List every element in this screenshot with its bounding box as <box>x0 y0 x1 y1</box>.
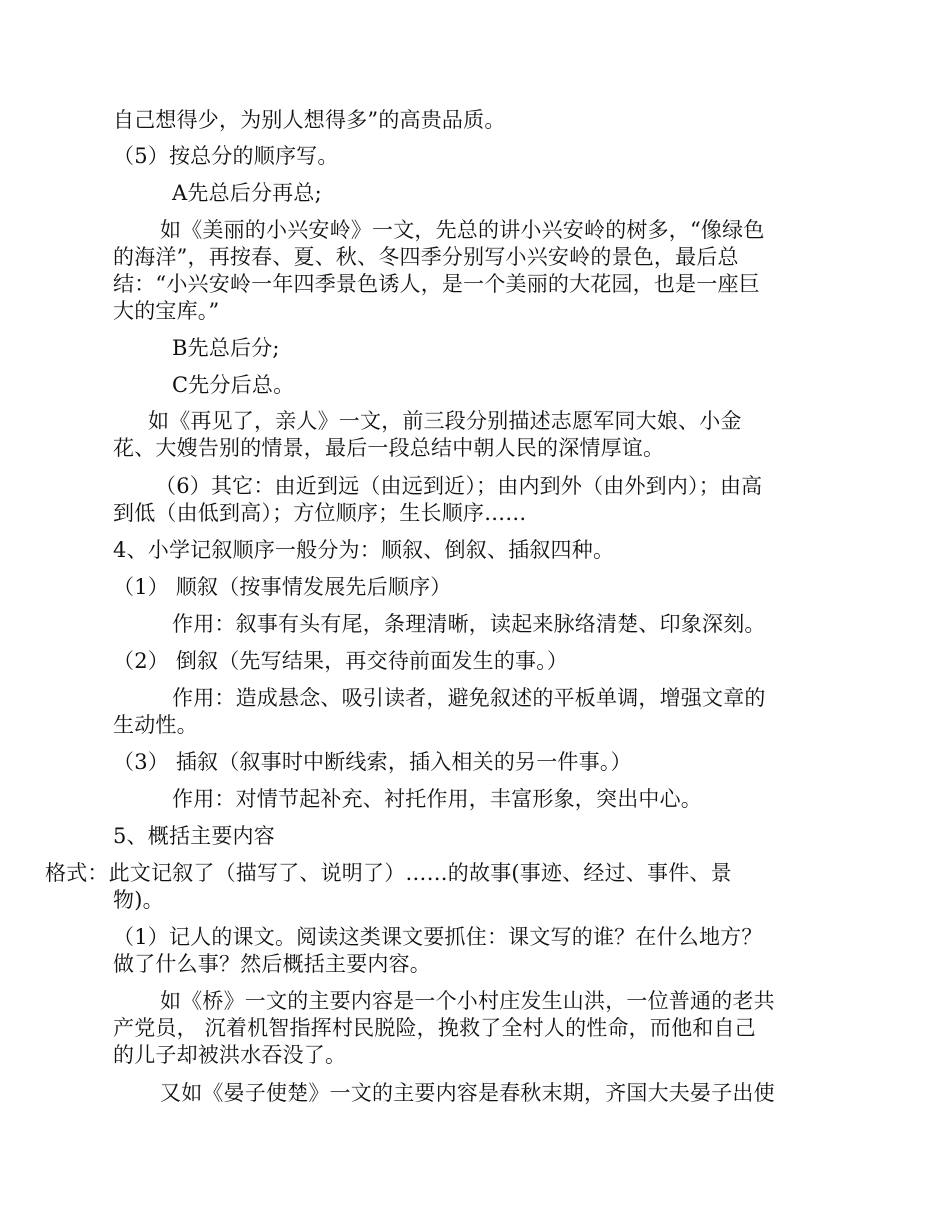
text-line: （1） 顺叙（按事情发展先后顺序） <box>113 575 452 599</box>
text-line: 结：“小兴安岭一年四季景色诱人，是一个美丽的大花园，也是一座巨 <box>113 272 760 296</box>
text-line: 做了什么事？然后概括主要内容。 <box>113 952 431 976</box>
text-line: 的海洋”，再按春、夏、秋、冬四季分别写小兴安岭的景色，最后总 <box>113 245 739 269</box>
text-line: 产党员， 沉着机智指挥村民脱险，挽救了全村人的性命，而他和自己 <box>113 1016 756 1040</box>
text-line: 生动性。 <box>113 713 198 737</box>
text-line: 如《再见了，亲人》一文，前三段分别描述志愿军同大娘、小金 <box>148 409 742 433</box>
text-line: 格式：此文记叙了（描写了、说明了）……的故事(事迹、经过、事件、景 <box>45 861 732 885</box>
text-line: （1）记人的课文。阅读这类课文要抓住：课文写的谁？在什么地方？ <box>113 925 763 949</box>
text-line: C先分后总。 <box>172 373 295 397</box>
text-line: 花、大嫂告别的情景，最后一段总结中朝人民的深情厚谊。 <box>113 436 665 460</box>
text-line: A先总后分再总; <box>172 181 322 205</box>
text-line: 作用：叙事有头有尾，条理清晰，读起来脉络清楚、印象深刻。 <box>172 612 766 636</box>
section-heading: 5、概括主要内容 <box>113 824 275 848</box>
text-line: 的儿子却被洪水吞没了。 <box>113 1043 347 1067</box>
text-line: 4、小学记叙顺序一般分为：顺叙、倒叙、插叙四种。 <box>113 538 615 562</box>
text-line: （3） 插叙（叙事时中断线索，插入相关的另一件事。） <box>113 750 632 774</box>
text-line: 作用：造成悬念、吸引读者，避免叙述的平板单调，增强文章的 <box>172 686 766 710</box>
text-line: （5）按总分的顺序写。 <box>113 144 339 168</box>
text-line: 物)。 <box>113 888 164 912</box>
text-line: （2） 倒叙（先写结果，再交待前面发生的事。） <box>113 649 569 673</box>
text-line: 如《美丽的小兴安岭》一文，先总的讲小兴安岭的树多，“像绿色 <box>160 218 765 242</box>
text-line: 如《桥》一文的主要内容是一个小村庄发生山洪，一位普通的老共 <box>160 989 775 1013</box>
text-line: 到低（由低到高）；方位顺序；生长顺序…… <box>113 501 527 525</box>
text-line: 又如《晏子使楚》一文的主要内容是春秋末期，齐国大夫晏子出使 <box>160 1081 775 1105</box>
text-line: 大的宝库。” <box>113 299 220 323</box>
text-line: B先总后分; <box>172 336 280 360</box>
text-line: 自己想得少，为别人想得多”的高贵品质。 <box>113 108 506 132</box>
text-line: 作用：对情节起补充、衬托作用，丰富形象，突出中心。 <box>172 787 702 811</box>
text-line: （6）其它：由近到远（由远到近）；由内到外（由外到内）；由高 <box>155 474 763 498</box>
